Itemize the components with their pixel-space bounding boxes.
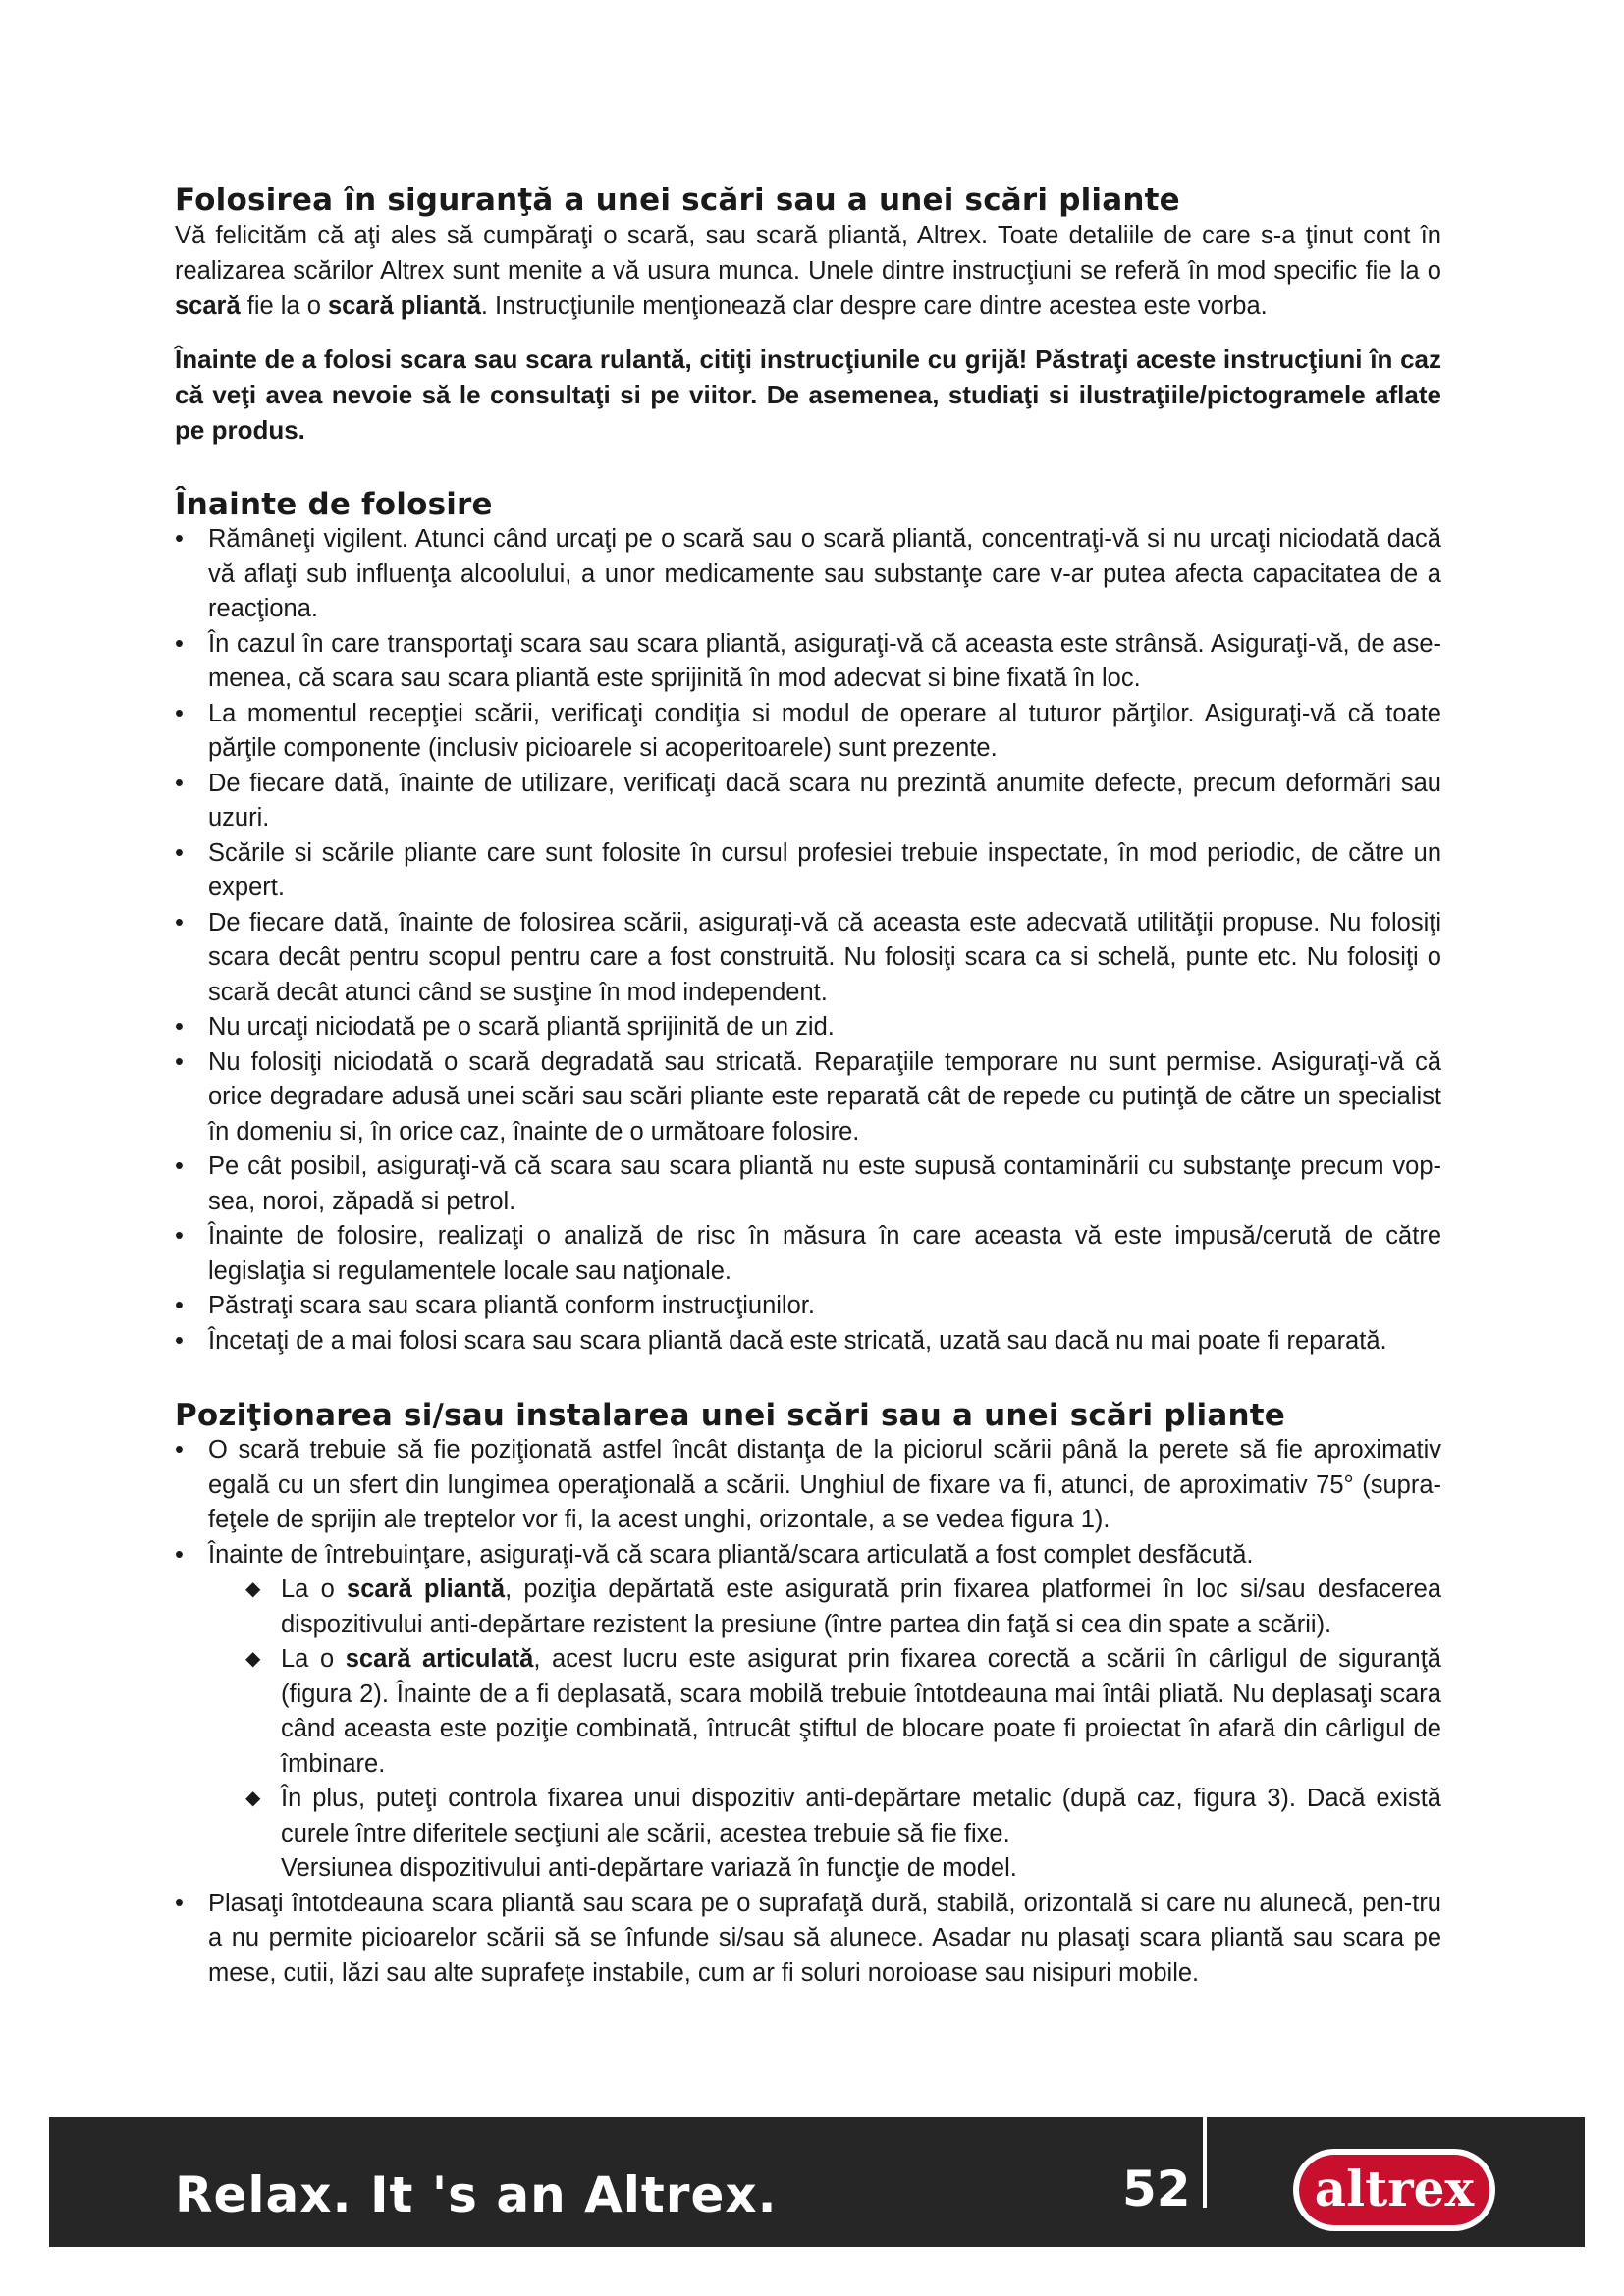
sublist-bold: scară pliantă	[347, 1575, 506, 1603]
sublist-text: În plus, puteţi controla fixarea unui dispozitiv anti-depărtare metalic (după caz, figura 3). Dacă există curele între diferitele secţiuni ale scării, acestea trebuie să fie fixe.	[281, 1785, 1441, 1847]
list-item-text: O scară trebuie să fie poziţionată astfel încât distanţa de la piciorul scării până la perete să fie aproximativ egală cu un sfert din lungimea operaţională a scării. Unghiul de fixare va fi, atunci, de aproximativ 75° (supra-feţele de sprijin ale treptelor vor fi, la acest unghi, orizontale, a se vedea figura 1).	[208, 1436, 1441, 1533]
before-use-list	[175, 522, 1441, 1359]
section-title-before-use: Înainte de folosire	[175, 487, 493, 522]
intro-text: fie la o	[240, 293, 328, 320]
list-item-text: Scările si scările pliante care sunt folosite în cursul profesiei trebuie inspectate, în mod periodic, de către un expert.	[208, 838, 1441, 901]
bullet-icon: •	[175, 838, 184, 867]
list-item	[175, 1538, 1441, 1887]
bullet-icon: •	[175, 1152, 184, 1180]
list-item	[175, 1219, 1441, 1289]
logo-text: altrex	[1314, 2160, 1475, 2217]
intro-text: . Instrucţiunile menţionează clar despre care dintre acestea este vorba.	[480, 293, 1268, 320]
list-item-text: Pe cât posibil, asiguraţi-vă că scara sau scara pliantă nu este supusă contaminării cu substanţe precum vop-sea, noroi, zăpadă si petrol.	[208, 1152, 1441, 1215]
sublist-bold: scară articulată	[345, 1645, 534, 1673]
intro-bold-ladder: scară	[175, 293, 241, 320]
bullet-icon: •	[175, 1436, 184, 1464]
section-title-safe-use: Folosirea în siguranţă a unei scări sau a unei scări pliante	[175, 183, 1180, 218]
sublist-text: , poziţia depărtată este asigurată prin fixarea platformei în loc si/sau desfacerea dispozitivului anti-depărtare rezistent la presiune (între partea din faţă si cea din spate a scării).	[281, 1575, 1442, 1638]
diamond-bullet-icon: ◆	[245, 1578, 261, 1600]
positioning-list	[175, 1433, 1441, 1991]
bullet-icon: •	[175, 1889, 184, 1917]
list-item-text: De fiecare dată, înainte de utilizare, verificaţi dacă scara nu prezintă anumite defecte, precum deformări sau uzuri.	[208, 769, 1441, 831]
footer-bar	[49, 2117, 1585, 2247]
sublist-item	[245, 1573, 1441, 1642]
list-item	[175, 697, 1441, 767]
intro-text: Vă felicităm că aţi ales să cumpăraţi o scară, sau scară pliantă, Altrex. Toate detaliile de care s-a ţinut cont în realizarea scărilor Altrex sunt menite a vă usura munca. Unele dintre instrucţiuni se referă în mod specific fie la o	[175, 222, 1441, 285]
section-title-positioning: Poziţionarea si/sau instalarea unei scări sau a unei scări pliante	[175, 1398, 1286, 1433]
bullet-icon: •	[175, 1292, 184, 1319]
list-item	[175, 1149, 1441, 1219]
positioning-sublist	[208, 1573, 1441, 1887]
list-item	[175, 1010, 1441, 1045]
list-item-text: Nu folosiţi niciodată o scară degradată sau stricată. Reparaţiile temporare nu sunt permise. Asiguraţi-vă că orice degradare adusă unei scări sau scări pliante este reparată cât de repede cu putinţă de către un specialist în domeniu si, în orice caz, înainte de o următoare folosire.	[208, 1047, 1441, 1146]
page-content	[175, 183, 1441, 1991]
list-item	[175, 836, 1441, 906]
list-item-text: De fiecare dată, înainte de folosirea scării, asiguraţi-vă că aceasta este adecvată utilităţii propuse. Nu folosiţi scara decât pentru scopul pentru care a fost construită. Nu folosiţi scara ca si schelă, punte etc. Nu folosiţi o scară decât atunci când se susţine în mod independent.	[208, 908, 1441, 1006]
list-item-text: Păstraţi scara sau scara pliantă conform instrucţiunilor.	[208, 1292, 815, 1319]
diamond-bullet-icon: ◆	[245, 1788, 261, 1809]
sublist-item	[245, 1642, 1441, 1782]
footer-divider	[1203, 2117, 1207, 2208]
sublist-note: Versiunea dispozitivului anti-depărtare variază în funcţie de model.	[281, 1854, 1017, 1882]
intro-paragraph	[175, 218, 1441, 324]
list-item	[175, 1045, 1441, 1150]
list-item	[175, 1887, 1441, 1992]
bullet-icon: •	[175, 1540, 184, 1569]
list-item	[175, 627, 1441, 697]
bullet-icon: •	[175, 908, 184, 936]
list-item-text: În cazul în care transportaţi scara sau scara pliantă, asiguraţi-vă că aceasta este strânsă. Asiguraţi-vă, de ase-menea, că scara sau scara pliantă este sprijinită în mod adecvat si bine fixată în loc.	[208, 629, 1441, 692]
bullet-icon: •	[175, 1047, 184, 1076]
footer-slogan: Relax. It 's an Altrex.	[175, 2166, 778, 2223]
altrex-logo	[1289, 2145, 1499, 2235]
bullet-icon: •	[175, 1013, 184, 1041]
diamond-bullet-icon: ◆	[245, 1648, 261, 1670]
bullet-icon: •	[175, 629, 184, 658]
bullet-icon: •	[175, 699, 184, 727]
bullet-icon: •	[175, 525, 184, 553]
list-item	[175, 1433, 1441, 1538]
bullet-icon: •	[175, 769, 184, 797]
list-item-text: Înainte de întrebuinţare, asiguraţi-vă că scara pliantă/scara articulată a fost complet desfăcută.	[208, 1540, 1254, 1569]
sublist-item	[245, 1782, 1441, 1887]
list-item-text: Înainte de folosire, realizaţi o analiză de risc în măsura în care aceasta vă este impusă/cerută de către legislaţia si regulamentele locale sau naţionale.	[208, 1222, 1441, 1285]
bullet-icon: •	[175, 1326, 184, 1355]
sublist-text: La o	[281, 1575, 348, 1603]
warning-paragraph: Înainte de a folosi scara sau scara rulantă, citiţi instrucţiunile cu grijă! Păstraţi aceste instrucţiuni în caz că veţi avea nevoie să le consultaţi si pe viitor. De asemenea, studiaţi si ilustraţiile/pictogramele aflate pe produs.	[175, 345, 1441, 445]
list-item	[175, 1324, 1441, 1360]
intro-bold-stepladder: scară pliantă	[327, 293, 481, 320]
list-item-text: Nu urcaţi niciodată pe o scară pliantă sprijinită de un zid.	[208, 1013, 835, 1041]
list-item-text: Încetaţi de a mai folosi scara sau scara pliantă dacă este stricată, uzată sau dacă nu mai poate fi reparată.	[208, 1326, 1387, 1355]
list-item	[175, 906, 1441, 1011]
sublist-text: La o	[281, 1645, 346, 1673]
sublist-text: , acest lucru este asigurat prin fixarea corectă a scării în cârligul de siguranţă (figura 2). Înainte de a fi deplasată, scara mobilă trebuie întotdeauna mai întâi pliată. Nu deplasaţi scara când aceasta este poziţie combinată, întrucât ştiftul de blocare poate fi proiectat în afară din cârligul de îmbinare.	[281, 1645, 1441, 1778]
list-item	[175, 522, 1441, 627]
bullet-icon: •	[175, 1222, 184, 1250]
list-item-text: Plasaţi întotdeauna scara pliantă sau scara pe o suprafaţă dură, stabilă, orizontală si care nu alunecă, pen-tru a nu permite picioarelor scării să se înfunde si/sau să alunece. Asadar nu plasaţi scara pliantă sau scara pe mese, cutii, lăzi sau alte suprafeţe instabile, cum ar fi soluri noroioase sau nisipuri mobile.	[208, 1889, 1441, 1987]
page-number: 52	[1122, 2161, 1191, 2217]
list-item-text: Rămâneţi vigilent. Atunci când urcaţi pe o scară sau o scară pliantă, concentraţi-vă si nu urcaţi niciodată dacă vă aflaţi sub influenţa alcoolului, a unor medicamente sau substanţe care v-ar putea afecta capacitatea de a reacţiona.	[208, 525, 1441, 622]
list-item	[175, 1289, 1441, 1324]
list-item	[175, 767, 1441, 836]
list-item-text: La momentul recepţiei scării, verificaţi condiţia si modul de operare al tuturor părţilor. Asiguraţi-vă că toate părţile componente (inclusiv picioarele si acoperitoarele) sunt prezente.	[208, 699, 1441, 762]
